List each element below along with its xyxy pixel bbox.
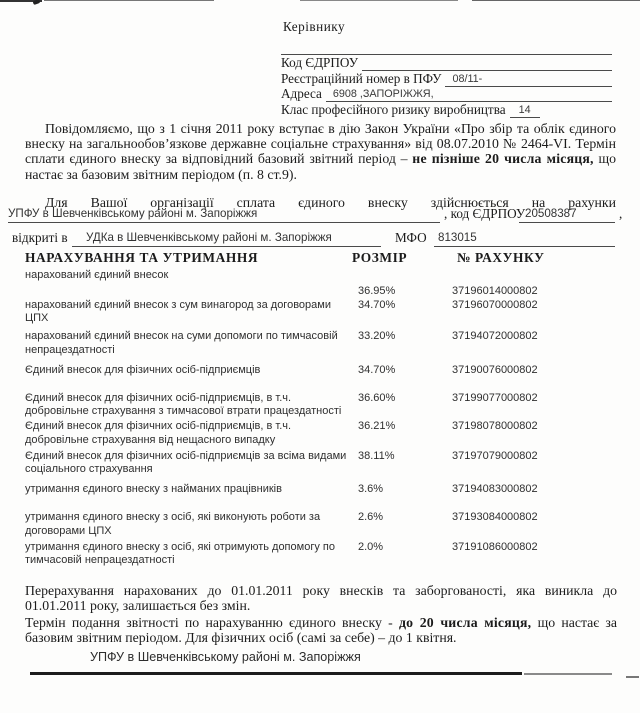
table-row [25,541,617,567]
column-header-account: № РАХУНКУ [457,250,545,265]
bank-line [8,226,636,247]
scan-artifact-line [44,0,214,1]
row-rate: 38.11% [358,449,395,462]
letterhead-block [281,19,612,118]
opened-in-label: відкриті в [12,230,68,245]
row-rate: 2.6% [358,511,384,524]
row-rate: 2.0% [358,540,384,553]
addressee-name-blank-line [281,45,612,55]
row-label: утримання єдиного внеску з осіб, які виконують роботи за договорами ЦПХ [25,511,321,537]
row-rate: 34.70% [358,363,396,376]
intro-deadline-bold: не пізніше 20 числа місяця, [412,151,594,167]
trailing-comma: , [619,206,623,221]
edrpou-label: , код ЄДРПОУ [444,206,526,221]
footer-office-name: УПФУ в Шевченківському районі м. Запоріжжя [90,650,361,664]
underline [519,221,615,223]
row-rate: 36.21% [358,420,396,433]
underline [8,221,440,223]
rates-table [25,250,617,567]
field-value: 6908 ,ЗАПОРІЖЖЯ, [326,88,612,102]
row-account: 37191086000802 [452,540,538,553]
table-row [25,392,617,418]
row-account: 37197079000802 [452,449,538,462]
account-holder-value: УПФУ в Шевченківському районі м. Запоріжжя [8,207,258,220]
row-account: 37199077000802 [452,392,538,405]
transfer-paragraph [25,583,617,614]
table-row [25,299,617,325]
table-row [25,483,617,496]
row-label: нарахований єдиний внесок на суми допомоги по тимчасовій непрацездатності [25,330,338,356]
table-row [25,420,617,446]
field-code-edrpou [281,55,612,71]
closing-paragraphs [25,583,617,647]
field-label: Реєстраційний номер в ПФУ [281,70,442,86]
table-header-row [25,250,617,266]
scan-artifact-line [300,0,458,1]
mfo-value: 813015 [438,231,477,244]
row-label: Єдиний внесок для фізичних осіб-підприємців за всіма видами соціального страхування [25,449,347,476]
row-account: 37198078000802 [452,420,538,433]
row-account: 37196070000802 [452,299,538,311]
field-label: Адреса [281,86,322,102]
field-risk-class [281,102,612,118]
intro-text-tail: що настає за базовим звітним періодом (п. 8 ст.9). [25,151,616,182]
edrpou-value: 20508387 [525,207,577,220]
reporting-text-tail: що настає за базовим звітним періодом. Для фізичних осіб (самі за себе) – до 1 квітня. [25,614,617,646]
scan-artifact-mark [33,0,41,5]
intro-paragraph [25,121,616,182]
accounts-leadin-text: Для Вашої організації сплата єдиного внеску здійснюється на рахунки [45,195,616,210]
row-account: 37194083000802 [452,483,538,496]
field-value: 08/11- [445,73,612,87]
row-label: утримання єдиного внеску з найманих працівників [25,483,282,496]
table-row [25,330,617,356]
row-account: 37193084000802 [452,511,538,524]
row-label: утримання єдиного внеску з осіб, які отримують допомогу по тимчасовій непрацездатності [25,540,335,567]
field-label: Клас професійного ризику виробництва [281,102,506,118]
field-value: 14 [510,104,540,118]
row-rate: 34.70% [358,299,396,311]
underline [72,245,381,247]
footer-rule [30,672,522,675]
reporting-deadline-paragraph [25,615,617,646]
row-rate: 36.95% [358,285,396,297]
row-label: Єдиний внесок для фізичних осіб-підприємців [25,363,261,376]
field-address [281,87,612,103]
table-row [25,511,617,537]
field-label: Код ЄДРПОУ [281,54,359,70]
field-pfu-reg-number [281,71,612,87]
recipient-line: Керівнику [283,19,346,34]
row-rate: 36.60% [358,392,396,405]
row-account: 37194072000802 [452,330,538,343]
row-label: нарахований єдиний внесок з сум винагород за договорами ЦПХ [25,299,331,325]
underline [434,245,615,247]
table-row [25,450,617,476]
transfer-text: Перерахування нарахованих до 01.01.2011 року внесків та заборгованості, яка виникла до 01.01.2011 року, залишається без змін. [25,583,617,614]
table-row [25,364,617,377]
footer-rule-light [524,673,612,675]
row-label: Єдиний внесок для фізичних осіб-підприємців, в т.ч. добровільне страхування від нещасного випадку [25,420,292,446]
scan-artifact-dash [626,676,639,678]
row-rate: 3.6% [358,483,384,496]
row-label: Єдиний внесок для фізичних осіб-підприємців, в т.ч. добровільне страхування з тимчасової втрати працездатності [25,392,342,418]
scan-artifact-line [472,0,640,1]
row-label: нарахований єдиний внесок [25,269,169,281]
intro-text: Повідомляємо, що з 1 січня 2011 року вступає в дію Закон України «Про збір та облік єдиного внеску на загальнообов’язкове державне соціальне страхування» від 08.07.2010 № 2464-VI. Термін сплати єдиного внеску за відповідний базовий звітний період – [25,121,616,167]
row-account: 37190076000802 [452,363,538,376]
reporting-text: Термін подання звітності по нарахуванню єдиного внеску - [25,614,399,630]
account-holder-line [8,202,636,223]
reporting-deadline-bold: до 20 числа місяця, [399,614,532,630]
bank-name-value: УДКа в Шевченківському районі м. Запоріжжя [86,231,332,244]
account-details-form [8,202,636,247]
mfo-label: МФО [395,230,427,245]
row-rate: 33.20% [358,330,396,343]
column-header-size: РОЗМІР [352,250,408,265]
column-header-accruals: НАРАХУВАННЯ ТА УТРИМАННЯ [25,250,259,265]
table-row [25,269,617,298]
row-account: 37196014000802 [452,285,538,297]
